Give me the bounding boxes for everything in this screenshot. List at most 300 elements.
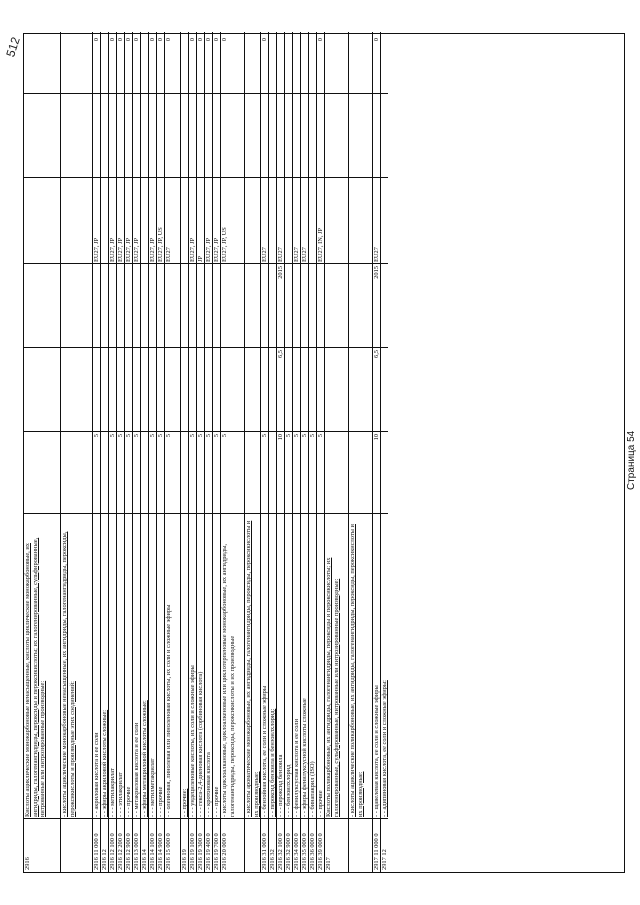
cell-notes bbox=[269, 32, 276, 94]
cell-base-rate: 5 bbox=[309, 434, 316, 438]
cell-other bbox=[117, 94, 124, 178]
cell-description: - - адипиновая кислота, ее соли и сложные эфиры: bbox=[381, 680, 388, 817]
cell-year bbox=[285, 264, 292, 348]
cell-code: 2916 36 000 0 bbox=[309, 833, 316, 870]
cell-base-rate bbox=[141, 432, 148, 514]
cell-code: 2916 19 400 0 bbox=[205, 833, 212, 870]
cell-notes: 0 bbox=[221, 38, 228, 42]
cell-initial-negotiating-rights: JP bbox=[197, 255, 204, 262]
cell-year bbox=[309, 264, 316, 348]
column-divider bbox=[149, 347, 156, 348]
cell-final-rate bbox=[317, 348, 324, 432]
column-divider bbox=[349, 818, 372, 819]
table-row bbox=[316, 32, 324, 872]
cell-description: - - - кротоновая кислота bbox=[205, 752, 212, 817]
column-divider bbox=[261, 347, 268, 348]
cell-description: - - - метилакрилат bbox=[109, 768, 116, 817]
column-divider bbox=[117, 818, 124, 819]
column-divider bbox=[285, 818, 292, 819]
cell-base-rate bbox=[181, 432, 188, 514]
cell-other bbox=[373, 94, 380, 178]
column-divider bbox=[93, 347, 100, 348]
column-divider bbox=[197, 347, 204, 348]
cell-description: - кислоты ациклические монокарбоновые ненасыщенные, их ангидриды, галогенангидриды, пероксиды, пероксикислоты и производные этих соединений: bbox=[61, 531, 76, 817]
column-divider bbox=[117, 177, 124, 178]
cell-final-rate bbox=[24, 348, 60, 432]
cell-final-rate bbox=[269, 348, 276, 432]
handwritten-page-mark: 512 bbox=[3, 35, 23, 59]
cell-notes bbox=[301, 32, 308, 94]
cell-code: 2916 19 300 0 bbox=[197, 833, 204, 870]
cell-other bbox=[277, 94, 284, 178]
cell-final-rate bbox=[133, 348, 140, 432]
column-divider bbox=[381, 93, 388, 94]
cell-final-rate bbox=[101, 348, 108, 432]
cell-year bbox=[381, 264, 388, 348]
table-row bbox=[244, 32, 260, 872]
cell-year bbox=[24, 264, 60, 348]
cell-code: 2916 13 000 0 bbox=[133, 833, 140, 870]
column-divider bbox=[325, 177, 348, 178]
column-divider bbox=[181, 177, 188, 178]
cell-other bbox=[309, 94, 316, 178]
column-divider bbox=[141, 263, 148, 264]
column-divider bbox=[349, 431, 372, 432]
cell-year: 2015 bbox=[373, 266, 380, 279]
column-divider bbox=[109, 177, 116, 178]
cell-base-rate: 5 bbox=[197, 434, 204, 438]
table-row bbox=[100, 32, 108, 872]
column-divider bbox=[309, 513, 316, 514]
cell-description: - - олеиновая, линолевая или линоленовая кислоты, их соли и сложные эфиры bbox=[165, 604, 172, 817]
table-row bbox=[188, 32, 196, 872]
cell-base-rate: 5 bbox=[125, 434, 132, 438]
cell-final-rate bbox=[285, 348, 292, 432]
column-divider bbox=[101, 818, 108, 819]
cell-initial-negotiating-rights: EU27, JP, US bbox=[221, 227, 228, 262]
cell-year bbox=[213, 264, 220, 348]
column-divider bbox=[157, 263, 164, 264]
cell-notes bbox=[181, 32, 188, 94]
column-divider bbox=[109, 347, 116, 348]
column-divider bbox=[101, 347, 108, 348]
cell-initial-negotiating-rights bbox=[101, 178, 108, 264]
cell-initial-negotiating-rights: EU27, JP bbox=[213, 237, 220, 262]
cell-notes: 0 bbox=[317, 38, 324, 42]
column-divider bbox=[349, 513, 372, 514]
column-divider bbox=[117, 263, 124, 264]
column-divider bbox=[221, 93, 244, 94]
cell-notes bbox=[101, 32, 108, 94]
cell-initial-negotiating-rights bbox=[381, 178, 388, 264]
column-divider bbox=[277, 818, 284, 819]
column-divider bbox=[101, 177, 108, 178]
column-divider bbox=[261, 177, 268, 178]
column-divider bbox=[165, 513, 180, 514]
table-row bbox=[284, 32, 292, 872]
cell-final-rate bbox=[165, 348, 180, 432]
cell-other bbox=[93, 94, 100, 178]
column-divider bbox=[149, 818, 156, 819]
cell-initial-negotiating-rights bbox=[24, 178, 60, 264]
tariff-table bbox=[23, 33, 625, 873]
cell-final-rate bbox=[293, 348, 300, 432]
table-row bbox=[116, 32, 124, 872]
column-divider bbox=[133, 93, 140, 94]
cell-base-rate bbox=[349, 432, 372, 514]
cell-year bbox=[349, 264, 372, 348]
column-divider bbox=[109, 513, 116, 514]
cell-final-rate bbox=[205, 348, 212, 432]
column-divider bbox=[277, 431, 284, 432]
column-divider bbox=[317, 177, 324, 178]
column-divider bbox=[157, 431, 164, 432]
column-divider bbox=[149, 263, 156, 264]
column-divider bbox=[293, 93, 300, 94]
column-divider bbox=[261, 513, 268, 514]
column-divider bbox=[189, 513, 196, 514]
table-row bbox=[140, 32, 148, 872]
cell-base-rate: 5 bbox=[189, 434, 196, 438]
column-divider bbox=[197, 513, 204, 514]
column-divider bbox=[125, 177, 132, 178]
cell-code: 2916 32 bbox=[269, 849, 276, 870]
cell-code: 2916 34 000 0 bbox=[293, 833, 300, 870]
cell-year bbox=[93, 264, 100, 348]
cell-code: 2916 12 900 0 bbox=[125, 833, 132, 870]
cell-code: 2916 14 900 0 bbox=[157, 833, 164, 870]
column-divider bbox=[285, 93, 292, 94]
column-divider bbox=[165, 177, 180, 178]
cell-description: - - - пероксид бензоила bbox=[277, 754, 284, 817]
cell-initial-negotiating-rights: EU27, JP bbox=[109, 237, 116, 262]
table-row bbox=[212, 32, 220, 872]
column-divider bbox=[309, 818, 316, 819]
cell-final-rate bbox=[141, 348, 148, 432]
column-divider bbox=[157, 513, 164, 514]
cell-other bbox=[125, 94, 132, 178]
cell-code: 2916 39 000 0 bbox=[317, 833, 324, 870]
column-divider bbox=[93, 513, 100, 514]
column-divider bbox=[125, 263, 132, 264]
cell-final-rate bbox=[61, 348, 92, 432]
cell-initial-negotiating-rights: EU27 bbox=[301, 247, 308, 262]
column-divider bbox=[277, 177, 284, 178]
column-divider bbox=[189, 347, 196, 348]
cell-code: 2917 12 bbox=[381, 849, 388, 870]
cell-code bbox=[61, 819, 92, 872]
column-divider bbox=[165, 263, 180, 264]
column-divider bbox=[261, 431, 268, 432]
cell-other bbox=[101, 94, 108, 178]
column-divider bbox=[141, 93, 148, 94]
cell-notes: 0 bbox=[157, 38, 164, 42]
cell-initial-negotiating-rights bbox=[309, 178, 316, 264]
cell-notes: 0 bbox=[189, 38, 196, 42]
cell-base-rate: 5 bbox=[301, 434, 308, 438]
cell-final-rate bbox=[109, 348, 116, 432]
cell-base-rate bbox=[101, 432, 108, 514]
column-divider bbox=[285, 263, 292, 264]
cell-other bbox=[61, 94, 92, 178]
cell-code: 2916 31 000 0 bbox=[261, 833, 268, 870]
column-divider bbox=[349, 263, 372, 264]
column-divider bbox=[141, 347, 148, 348]
cell-final-rate bbox=[157, 348, 164, 432]
cell-description: - - эфиры метакриловой кислоты сложные: bbox=[141, 700, 148, 817]
cell-year bbox=[165, 264, 180, 348]
cell-base-rate: 10 bbox=[277, 434, 284, 441]
cell-notes: 0 bbox=[109, 38, 116, 42]
column-divider bbox=[117, 431, 124, 432]
cell-base-rate: 5 bbox=[213, 434, 220, 438]
cell-notes bbox=[293, 32, 300, 94]
column-divider bbox=[165, 431, 180, 432]
cell-description: - - - метилметакрилат bbox=[149, 758, 156, 817]
table-row bbox=[148, 32, 156, 872]
column-divider bbox=[197, 263, 204, 264]
column-divider bbox=[221, 177, 244, 178]
column-divider bbox=[93, 177, 100, 178]
table-row bbox=[300, 32, 308, 872]
column-divider bbox=[277, 93, 284, 94]
column-divider bbox=[285, 513, 292, 514]
column-divider bbox=[205, 431, 212, 432]
cell-final-rate bbox=[213, 348, 220, 432]
column-divider bbox=[205, 513, 212, 514]
column-divider bbox=[381, 431, 388, 432]
cell-description: - - - прочие bbox=[125, 786, 132, 817]
cell-base-rate bbox=[269, 432, 276, 514]
column-divider bbox=[373, 431, 380, 432]
table-row bbox=[324, 32, 348, 872]
column-divider bbox=[213, 431, 220, 432]
column-divider bbox=[181, 93, 188, 94]
column-divider bbox=[24, 431, 60, 432]
table-row bbox=[24, 32, 60, 872]
cell-base-rate bbox=[381, 432, 388, 514]
cell-year bbox=[109, 264, 116, 348]
cell-final-rate bbox=[189, 348, 196, 432]
column-divider bbox=[117, 93, 124, 94]
column-divider bbox=[221, 513, 244, 514]
column-divider bbox=[149, 93, 156, 94]
cell-base-rate bbox=[325, 432, 348, 514]
cell-notes: 0 bbox=[133, 38, 140, 42]
column-divider bbox=[101, 431, 108, 432]
column-divider bbox=[24, 347, 60, 348]
cell-initial-negotiating-rights bbox=[61, 178, 92, 264]
column-divider bbox=[189, 177, 196, 178]
cell-base-rate: 5 bbox=[261, 434, 268, 438]
table-row bbox=[260, 32, 268, 872]
cell-description: - - - гекса-2,4-диеновая кислота (сорбиновая кислота) bbox=[197, 671, 204, 817]
column-divider bbox=[381, 177, 388, 178]
cell-year bbox=[117, 264, 124, 348]
cell-final-rate bbox=[149, 348, 156, 432]
cell-notes bbox=[61, 32, 92, 94]
cell-other bbox=[293, 94, 300, 178]
column-divider bbox=[301, 818, 308, 819]
column-divider bbox=[141, 818, 148, 819]
cell-description: Кислоты поликарбоновые, их ангидриды, галогенангидриды, пероксиды и пероксикислоты; их галогенированные, сульфированные, нитрованные или нитрозированные производные: bbox=[325, 557, 340, 817]
cell-base-rate: 5 bbox=[133, 434, 140, 438]
column-divider bbox=[93, 93, 100, 94]
column-divider bbox=[309, 431, 316, 432]
cell-base-rate: 5 bbox=[285, 434, 292, 438]
column-divider bbox=[165, 93, 180, 94]
cell-base-rate: 5 bbox=[293, 434, 300, 438]
column-divider bbox=[197, 431, 204, 432]
cell-other bbox=[157, 94, 164, 178]
cell-base-rate bbox=[245, 432, 260, 514]
cell-final-rate bbox=[245, 348, 260, 432]
cell-final-rate bbox=[117, 348, 124, 432]
column-divider bbox=[309, 347, 316, 348]
cell-initial-negotiating-rights bbox=[245, 178, 260, 264]
column-divider bbox=[349, 177, 372, 178]
cell-initial-negotiating-rights: EU27, JP bbox=[133, 237, 140, 262]
column-divider bbox=[245, 93, 260, 94]
cell-initial-negotiating-rights: EU27, JP bbox=[205, 237, 212, 262]
cell-other bbox=[301, 94, 308, 178]
column-divider bbox=[197, 177, 204, 178]
column-divider bbox=[317, 431, 324, 432]
column-divider bbox=[245, 347, 260, 348]
cell-description: - - - ундециленовые кислоты, их соли и сложные эфиры bbox=[189, 665, 196, 817]
cell-code: 2916 12 100 0 bbox=[109, 833, 116, 870]
cell-notes: 0 bbox=[205, 38, 212, 42]
cell-notes bbox=[309, 32, 316, 94]
cell-other bbox=[181, 94, 188, 178]
column-divider bbox=[381, 263, 388, 264]
column-divider bbox=[93, 263, 100, 264]
cell-final-rate bbox=[181, 348, 188, 432]
cell-description: - - бинапакрил (ISO) bbox=[309, 761, 316, 817]
cell-notes bbox=[277, 32, 284, 94]
page-number: Страница 54 bbox=[626, 430, 637, 490]
cell-code: 2916 bbox=[24, 857, 31, 870]
column-divider bbox=[125, 513, 132, 514]
cell-base-rate: 5 bbox=[221, 434, 228, 438]
column-divider bbox=[157, 177, 164, 178]
table-row bbox=[372, 32, 380, 872]
cell-description: - - метакриловая кислота и ее соли bbox=[133, 722, 140, 817]
column-divider bbox=[61, 431, 92, 432]
cell-code: 2916 32 100 0 bbox=[277, 833, 284, 870]
cell-base-rate: 10 bbox=[373, 434, 380, 441]
cell-description: - - бензойная кислота, ее соли и сложные эфиры bbox=[261, 685, 268, 817]
cell-code: 2917 11 000 0 bbox=[373, 833, 380, 870]
column-divider bbox=[205, 347, 212, 348]
cell-description: - - пероксид бензоила и бензоилхлорид: bbox=[269, 708, 276, 817]
cell-base-rate bbox=[24, 432, 60, 514]
column-divider bbox=[269, 818, 276, 819]
column-divider bbox=[269, 431, 276, 432]
column-divider bbox=[61, 93, 92, 94]
column-divider bbox=[141, 431, 148, 432]
cell-other bbox=[189, 94, 196, 178]
cell-initial-negotiating-rights bbox=[349, 178, 372, 264]
column-divider bbox=[101, 263, 108, 264]
column-divider bbox=[285, 431, 292, 432]
cell-description: - - акриловая кислота и ее соли bbox=[93, 732, 100, 817]
cell-initial-negotiating-rights: EU27 bbox=[261, 247, 268, 262]
column-divider bbox=[181, 431, 188, 432]
column-divider bbox=[181, 818, 188, 819]
column-divider bbox=[373, 818, 380, 819]
column-divider bbox=[245, 177, 260, 178]
cell-code: 2916 19 700 0 bbox=[213, 833, 220, 870]
column-divider bbox=[93, 818, 100, 819]
cell-code: 2916 14 100 0 bbox=[149, 833, 156, 870]
column-divider bbox=[133, 177, 140, 178]
column-divider bbox=[221, 347, 244, 348]
column-divider bbox=[181, 263, 188, 264]
cell-base-rate: 5 bbox=[117, 434, 124, 438]
column-divider bbox=[213, 513, 220, 514]
column-divider bbox=[24, 263, 60, 264]
table-row bbox=[204, 32, 212, 872]
cell-description: - кислоты ароматические монокарбоновые, их ангидриды, галогенангидриды, пероксиды, пероксикислоты и их производные: bbox=[245, 520, 260, 817]
cell-description: - - эфиры акриловой кислоты сложные: bbox=[101, 709, 108, 817]
cell-notes bbox=[141, 32, 148, 94]
table-row bbox=[292, 32, 300, 872]
column-divider bbox=[197, 93, 204, 94]
cell-code: 2916 14 bbox=[141, 849, 148, 870]
cell-year bbox=[149, 264, 156, 348]
column-divider bbox=[221, 431, 244, 432]
table-row bbox=[60, 32, 92, 872]
cell-year bbox=[197, 264, 204, 348]
cell-other bbox=[213, 94, 220, 178]
cell-notes: 0 bbox=[197, 38, 204, 42]
cell-description: - - - прочие bbox=[157, 786, 164, 817]
column-divider bbox=[24, 818, 60, 819]
table-row bbox=[196, 32, 204, 872]
column-divider bbox=[213, 818, 220, 819]
column-divider bbox=[197, 818, 204, 819]
cell-other bbox=[149, 94, 156, 178]
cell-code: 2916 19 100 0 bbox=[189, 833, 196, 870]
cell-description: - кислоты ациклические поликарбоновые, их ангидриды, галогенангидриды, пероксиды, пероксикислоты и их производные: bbox=[349, 524, 364, 817]
cell-notes: 0 bbox=[117, 38, 124, 42]
cell-other bbox=[197, 94, 204, 178]
column-divider bbox=[293, 177, 300, 178]
table-row bbox=[92, 32, 100, 872]
column-divider bbox=[381, 513, 388, 514]
cell-other bbox=[269, 94, 276, 178]
cell-notes: 0 bbox=[149, 38, 156, 42]
table-row bbox=[276, 32, 284, 872]
column-divider bbox=[381, 347, 388, 348]
cell-notes: 0 bbox=[93, 38, 100, 42]
column-divider bbox=[133, 818, 140, 819]
cell-other bbox=[381, 94, 388, 178]
cell-notes: 0 bbox=[261, 38, 268, 42]
cell-description: - - фенилуксусная кислота и ее соли bbox=[293, 719, 300, 817]
column-divider bbox=[317, 513, 324, 514]
cell-code: 2916 35 000 0 bbox=[301, 833, 308, 870]
cell-notes: 0 bbox=[125, 38, 132, 42]
column-divider bbox=[285, 177, 292, 178]
table-row bbox=[124, 32, 132, 872]
column-divider bbox=[221, 818, 244, 819]
cell-code: 2916 19 bbox=[181, 849, 188, 870]
cell-initial-negotiating-rights bbox=[181, 178, 188, 264]
column-divider bbox=[125, 818, 132, 819]
cell-other bbox=[261, 94, 268, 178]
